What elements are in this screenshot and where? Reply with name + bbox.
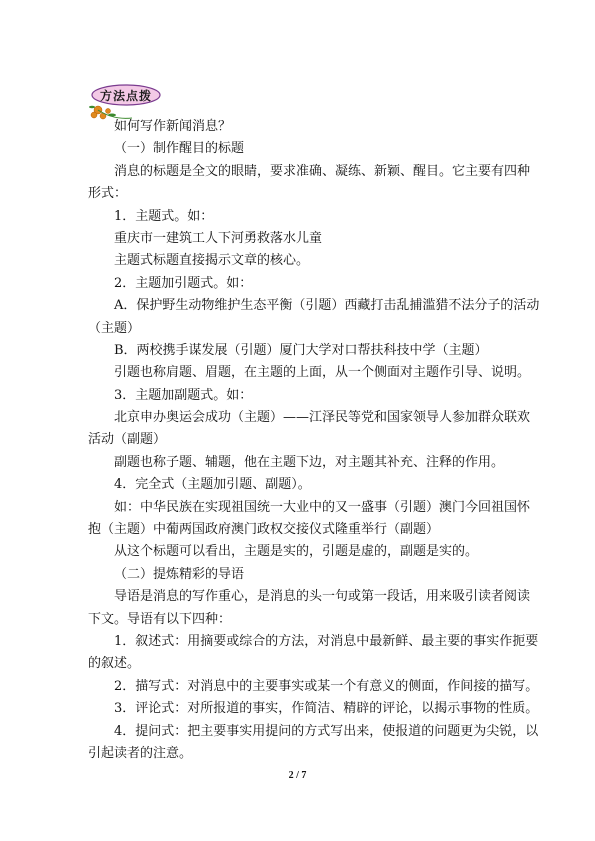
page-number: 2 / 7	[288, 770, 307, 781]
question-line: 如何写作新闻消息？	[114, 119, 232, 134]
paragraph-line: 副题也称子题、辅题，他在主题下边，对主题其补充、注释的作用。	[114, 454, 505, 470]
section-heading-title: （一）制作醒目的标题	[114, 141, 245, 157]
list-item: 引起读者的注意。	[88, 745, 193, 761]
example-line: 抱（主题）中葡两国政府澳门政权交接仪式隆重举行（副题）	[88, 522, 440, 538]
list-item: 2．描写式：对消息中的主要事实或某一个有意义的侧面，作间接的描写。	[114, 678, 539, 694]
paragraph-line: 主题式标题直接揭示文章的核心。	[114, 253, 310, 269]
list-item: 4．提问式：把主要事实用提问的方式写出来，使报道的问题更为尖锐，以	[114, 723, 539, 739]
example-line: （主题）	[88, 320, 141, 336]
list-item: 1．叙述式：用摘要或综合的方法，对消息中最新鲜、最主要的事实作扼要	[114, 633, 539, 649]
example-line: 活动（副题）	[88, 432, 167, 448]
list-item-heading: 4．完全式（主题加引题、副题）。	[114, 477, 311, 493]
list-item-heading: 2．主题加引题式。如：	[114, 275, 253, 291]
paragraph-line: 从这个标题可以看出，主题是实的，引题是虚的，副题是实的。	[114, 544, 479, 560]
article-body	[88, 116, 540, 765]
example-line: A．保护野生动物维护生态平衡（引题）西藏打击乱捕滥猎不法分子的活动	[114, 298, 540, 314]
list-item: 3．评论式：对所报道的事实，作简洁、精辟的评论，以揭示事物的性质。	[114, 701, 539, 717]
logo-label: 方法点拨	[100, 89, 153, 103]
example-line: B．两校携手谋发展（引题）厦门大学对口帮扶科技中学（主题）	[114, 342, 488, 358]
section-heading-lead: （二）提炼精彩的导语	[114, 566, 245, 582]
example-line: 北京申办奥运会成功（主题）——江泽民等党和国家领导人参加群众联欢	[114, 410, 531, 426]
list-item-heading: 1．主题式。如：	[114, 208, 214, 224]
list-item: 的叙述。	[88, 656, 141, 672]
example-line: 重庆市一建筑工人下河勇救落水儿童	[114, 230, 323, 246]
paragraph-line: 引题也称肩题、眉题，在主题的上面，从一个侧面对主题作引导、说明。	[114, 365, 531, 381]
paragraph-line: 导语是消息的写作重心，是消息的头一句或第一段话，用来吸引读者阅读	[114, 589, 531, 605]
paragraph-line: 消息的标题是全文的眼睛，要求准确、凝练、新颖、醒目。它主要有四种	[114, 163, 531, 179]
list-item-heading: 3．主题加副题式。如：	[114, 387, 253, 403]
example-line: 如：中华民族在实现祖国统一大业中的又一盛事（引题）澳门今回祖国怀	[114, 499, 531, 515]
paragraph-line: 形式：	[88, 186, 128, 202]
paragraph-line: 下文。导语有以下四种：	[88, 611, 232, 627]
